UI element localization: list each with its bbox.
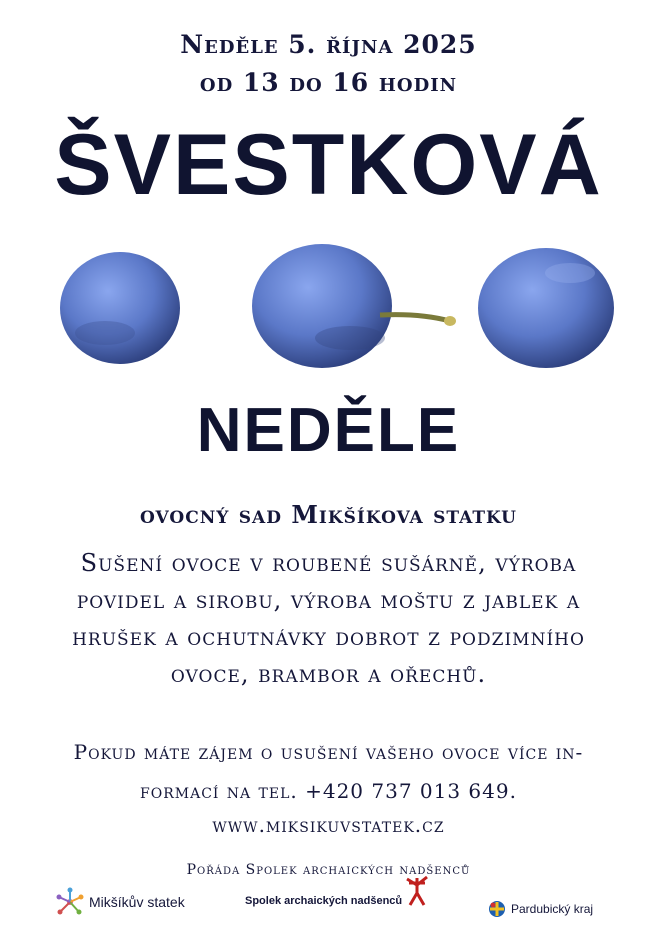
flower-icon	[55, 887, 85, 917]
plums-image	[50, 243, 630, 378]
contact-line-1: Pokud máte zájem o usušení vašeho ovoce více in-	[73, 740, 584, 764]
organizer-line: Pořáda Spolek archaických nadšenců	[186, 862, 471, 878]
red-figure-icon	[404, 875, 430, 909]
event-description: Sušení ovoce v roubené sušárně, výroba povidel a sirobu, výroba moštu z jablek a hrušek a ochutnávky dobrot z podzimního ovoce, brambor a ořechů.	[72, 549, 585, 688]
contact-line-2: formací na tel. +420 737 013 649.	[140, 779, 517, 803]
plum-left	[60, 252, 180, 364]
spolek-logo	[245, 893, 430, 909]
region-emblem-icon	[488, 900, 506, 918]
contact-info	[40, 733, 617, 811]
miksikuv-statek-label: Mikšíkův statek	[89, 894, 185, 910]
website-link[interactable]: www.miksikuvstatek.cz	[212, 813, 445, 837]
plum-middle	[252, 244, 392, 368]
event-subtitle: NEDĚLE	[196, 396, 461, 465]
event-title: ŠVESTKOVÁ	[54, 117, 603, 213]
venue-line: ovocný sad Mikšíkova statku	[139, 500, 517, 529]
pardubicky-kraj-label: Pardubický kraj	[511, 902, 594, 916]
pardubicky-kraj-logo	[488, 900, 593, 918]
event-date: Neděle 5. října 2025	[180, 30, 477, 59]
plum-right	[478, 248, 614, 368]
event-time: od 13 do 16 hodin	[199, 68, 458, 97]
spolek-label: Spolek archaických nadšenců	[245, 895, 403, 907]
miksikuv-statek-logo	[55, 887, 185, 917]
